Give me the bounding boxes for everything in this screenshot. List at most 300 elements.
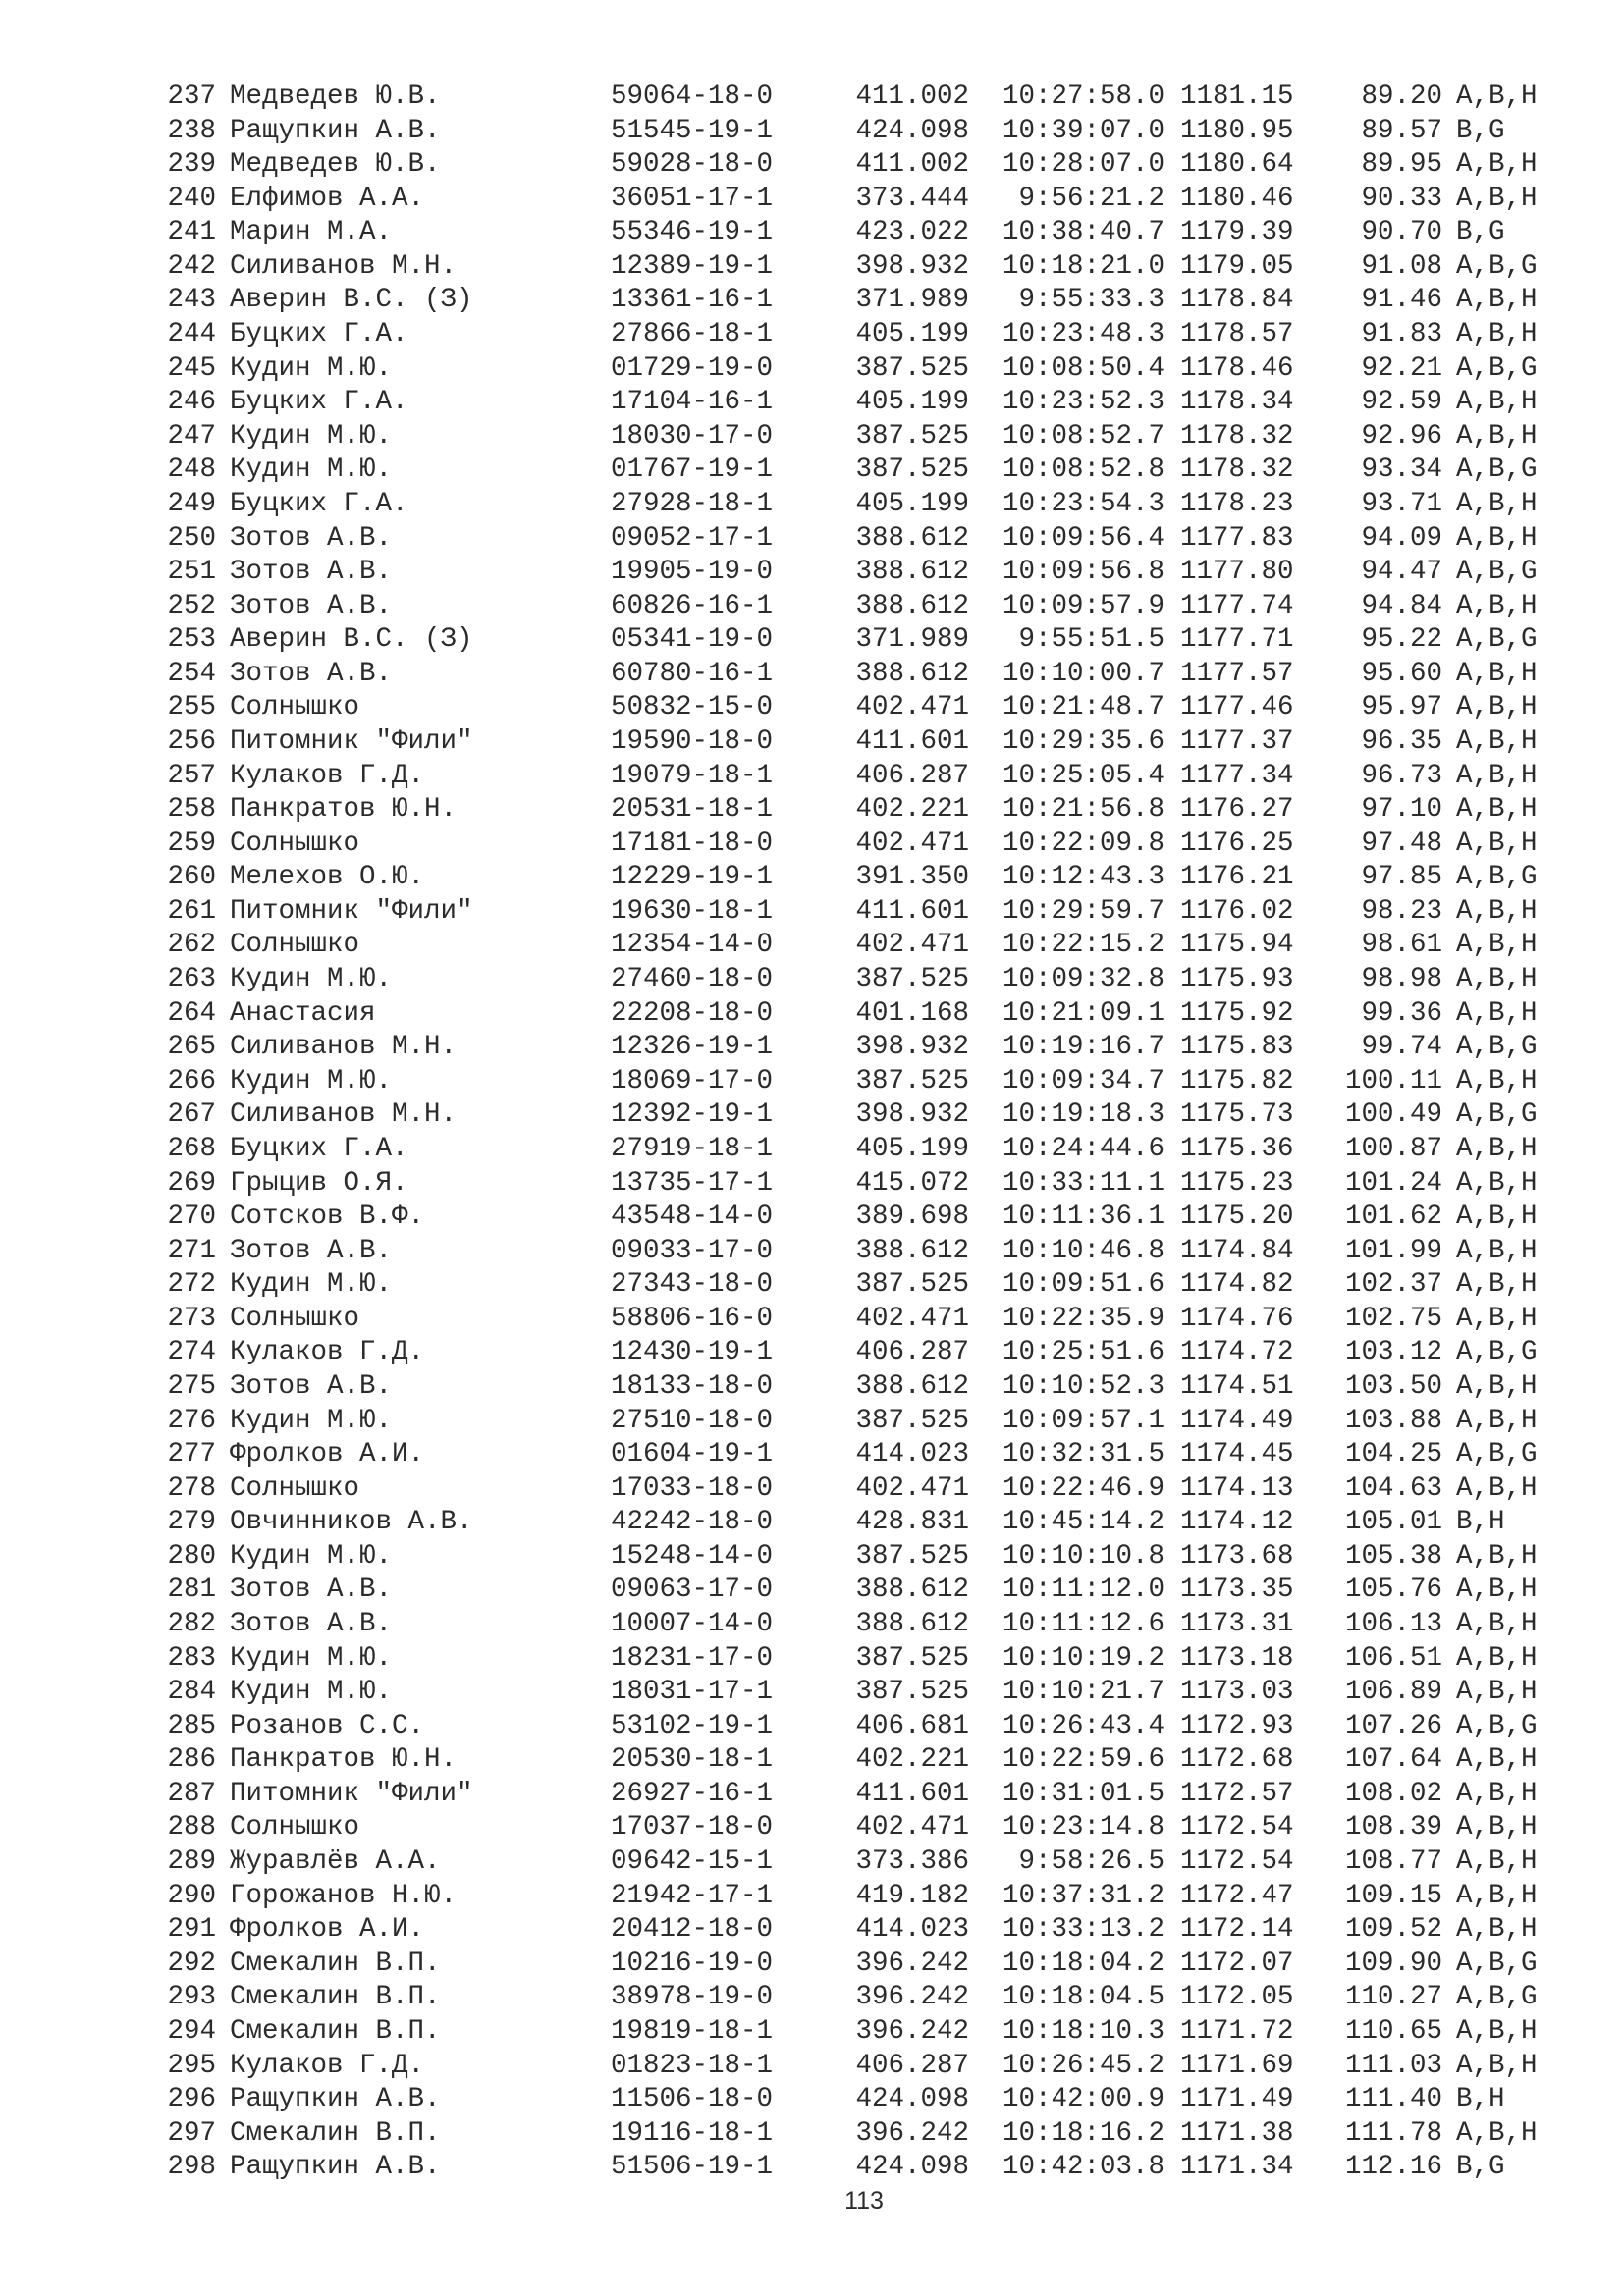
result-row: [157, 250, 1571, 285]
distance: 411.601: [855, 725, 969, 757]
result-row: [157, 420, 1571, 454]
percent: 92.59: [1361, 387, 1442, 418]
speed: 1179.39: [1180, 217, 1294, 248]
distance: 396.242: [855, 1948, 969, 1979]
fancier-name: Ращупкин А.В.: [230, 2152, 441, 2183]
ring-number: 12229-19-1: [611, 862, 774, 893]
speed: 1178.34: [1180, 387, 1294, 418]
percent: 106.13: [1344, 1609, 1442, 1640]
percent: 100.11: [1344, 1065, 1442, 1096]
speed: 1172.93: [1180, 1710, 1294, 1741]
speed: 1175.20: [1180, 1201, 1294, 1233]
percent: 109.90: [1344, 1948, 1442, 1979]
flags: A,B,G: [1456, 454, 1538, 486]
percent: 98.61: [1361, 930, 1442, 961]
arrival-time: 10:09:32.8: [1001, 964, 1164, 995]
speed: 1172.57: [1180, 1778, 1294, 1809]
speed: 1173.31: [1180, 1609, 1294, 1640]
result-number: 266: [167, 1065, 216, 1096]
percent: 104.25: [1344, 1439, 1442, 1470]
fancier-name: Солнышко: [230, 1303, 360, 1334]
flags: A,B,H: [1456, 2015, 1538, 2047]
flags: A,B,H: [1456, 2050, 1538, 2081]
ring-number: 43548-14-0: [611, 1201, 774, 1233]
distance: 387.525: [855, 420, 969, 452]
ring-number: 51545-19-1: [611, 115, 774, 146]
percent: 107.26: [1344, 1710, 1442, 1741]
percent: 96.35: [1361, 725, 1442, 757]
result-number: 292: [167, 1948, 216, 1979]
arrival-time: 10:11:36.1: [1001, 1201, 1164, 1233]
arrival-time: 10:33:11.1: [1001, 1167, 1164, 1199]
result-row: [157, 997, 1571, 1032]
result-row: [157, 1642, 1571, 1677]
distance: 402.471: [855, 930, 969, 961]
distance: 405.199: [855, 1133, 969, 1164]
fancier-name: Мелехов О.Ю.: [230, 862, 425, 893]
speed: 1177.71: [1180, 624, 1294, 656]
percent: 89.95: [1361, 149, 1442, 181]
result-number: 256: [167, 725, 216, 757]
percent: 98.23: [1361, 895, 1442, 927]
flags: A,B,H: [1456, 1812, 1538, 1843]
result-number: 252: [167, 590, 216, 621]
speed: 1174.49: [1180, 1405, 1294, 1436]
result-row: [157, 1981, 1571, 2015]
ring-number: 19079-18-1: [611, 760, 774, 791]
fancier-name: Фролков А.И.: [230, 1439, 425, 1470]
flags: A,B,H: [1456, 828, 1538, 859]
ring-number: 27866-18-1: [611, 319, 774, 350]
speed: 1176.25: [1180, 828, 1294, 859]
distance: 424.098: [855, 2084, 969, 2115]
result-row: [157, 828, 1571, 862]
result-row: [157, 1303, 1571, 1337]
distance: 388.612: [855, 1235, 969, 1266]
distance: 401.168: [855, 997, 969, 1029]
percent: 101.62: [1344, 1201, 1442, 1233]
result-row: [157, 1133, 1571, 1167]
ring-number: 20531-18-1: [611, 794, 774, 826]
speed: 1171.72: [1180, 2015, 1294, 2047]
result-number: 287: [167, 1778, 216, 1809]
fancier-name: Буцких Г.А.: [230, 387, 408, 418]
speed: 1171.38: [1180, 2117, 1294, 2149]
percent: 90.33: [1361, 183, 1442, 214]
flags: A,B,G: [1456, 557, 1538, 588]
speed: 1175.92: [1180, 997, 1294, 1029]
result-row: [157, 658, 1571, 692]
result-number: 276: [167, 1405, 216, 1436]
percent: 106.51: [1344, 1642, 1442, 1674]
percent: 91.83: [1361, 319, 1442, 350]
flags: A,B,H: [1456, 1065, 1538, 1096]
arrival-time: 10:09:57.1: [1001, 1405, 1164, 1436]
percent: 92.21: [1361, 352, 1442, 384]
ring-number: 22208-18-0: [611, 997, 774, 1029]
result-row: [157, 80, 1571, 115]
distance: 396.242: [855, 1982, 969, 2013]
distance: 414.023: [855, 1914, 969, 1946]
ring-number: 09052-17-1: [611, 522, 774, 554]
flags: A,B,G: [1456, 1982, 1538, 2013]
arrival-time: 10:26:43.4: [1001, 1710, 1164, 1741]
speed: 1176.27: [1180, 794, 1294, 826]
flags: A,B,H: [1456, 1642, 1538, 1674]
result-number: 284: [167, 1677, 216, 1708]
fancier-name: Буцких Г.А.: [230, 488, 408, 519]
fancier-name: Солнышко: [230, 930, 360, 961]
arrival-time: 10:23:52.3: [1001, 387, 1164, 418]
flags: A,B,H: [1456, 2117, 1538, 2149]
fancier-name: Смекалин В.П.: [230, 1948, 441, 1979]
fancier-name: Кудин М.Ю.: [230, 1642, 393, 1674]
speed: 1177.46: [1180, 692, 1294, 723]
percent: 91.08: [1361, 250, 1442, 282]
distance: 388.612: [855, 522, 969, 554]
percent: 108.77: [1344, 1846, 1442, 1878]
distance: 388.612: [855, 590, 969, 621]
distance: 406.287: [855, 2050, 969, 2081]
distance: 402.471: [855, 692, 969, 723]
distance: 398.932: [855, 1099, 969, 1131]
ring-number: 18069-17-0: [611, 1065, 774, 1096]
arrival-time: 10:39:07.0: [1001, 115, 1164, 146]
arrival-time: 10:18:10.3: [1001, 2015, 1164, 2047]
result-row: [157, 1811, 1571, 1845]
fancier-name: Ращупкин А.В.: [230, 115, 441, 146]
distance: 414.023: [855, 1439, 969, 1470]
arrival-time: 10:19:18.3: [1001, 1099, 1164, 1131]
arrival-time: 10:25:51.6: [1001, 1337, 1164, 1368]
result-number: 277: [167, 1439, 216, 1470]
speed: 1176.02: [1180, 895, 1294, 927]
distance: 419.182: [855, 1880, 969, 1911]
speed: 1172.07: [1180, 1948, 1294, 1979]
ring-number: 10216-19-0: [611, 1948, 774, 1979]
result-number: 288: [167, 1812, 216, 1843]
arrival-time: 10:26:45.2: [1001, 2050, 1164, 2081]
result-row: [157, 2050, 1571, 2084]
result-row: [157, 1845, 1571, 1880]
result-number: 251: [167, 557, 216, 588]
arrival-time: 10:33:13.2: [1001, 1914, 1164, 1946]
result-number: 258: [167, 794, 216, 826]
fancier-name: Журавлёв А.А.: [230, 1846, 441, 1878]
ring-number: 17037-18-0: [611, 1812, 774, 1843]
arrival-time: 10:18:16.2: [1001, 2117, 1164, 2149]
fancier-name: Кудин М.Ю.: [230, 1269, 393, 1301]
ring-number: 17104-16-1: [611, 387, 774, 418]
result-number: 264: [167, 997, 216, 1029]
arrival-time: 10:08:52.7: [1001, 420, 1164, 452]
flags: A,B,H: [1456, 1472, 1538, 1504]
ring-number: 21942-17-1: [611, 1880, 774, 1911]
result-number: 250: [167, 522, 216, 554]
arrival-time: 10:11:12.0: [1001, 1575, 1164, 1606]
fancier-name: Елфимов А.А.: [230, 183, 425, 214]
ring-number: 19630-18-1: [611, 895, 774, 927]
speed: 1177.80: [1180, 557, 1294, 588]
fancier-name: Зотов А.В.: [230, 1575, 393, 1606]
result-number: 242: [167, 250, 216, 282]
ring-number: 27919-18-1: [611, 1133, 774, 1164]
fancier-name: Панкратов Ю.Н.: [230, 794, 458, 826]
flags: A,B,H: [1456, 1303, 1538, 1334]
percent: 96.73: [1361, 760, 1442, 791]
flags: A,B,H: [1456, 930, 1538, 961]
fancier-name: Питомник "Фили": [230, 725, 473, 757]
speed: 1171.49: [1180, 2084, 1294, 2115]
flags: A,B,H: [1456, 1235, 1538, 1266]
percent: 94.84: [1361, 590, 1442, 621]
fancier-name: Буцких Г.А.: [230, 319, 408, 350]
fancier-name: Буцких Г.А.: [230, 1133, 408, 1164]
result-number: 265: [167, 1032, 216, 1063]
result-row: [157, 1235, 1571, 1269]
speed: 1177.34: [1180, 760, 1294, 791]
distance: 373.386: [855, 1846, 969, 1878]
distance: 398.932: [855, 250, 969, 282]
arrival-time: 10:09:57.9: [1001, 590, 1164, 621]
arrival-time: 10:21:56.8: [1001, 794, 1164, 826]
result-row: [157, 284, 1571, 318]
arrival-time: 10:37:31.2: [1001, 1880, 1164, 1911]
speed: 1172.47: [1180, 1880, 1294, 1911]
fancier-name: Панкратов Ю.Н.: [230, 1744, 458, 1776]
result-number: 271: [167, 1235, 216, 1266]
arrival-time: 10:25:05.4: [1001, 760, 1164, 791]
distance: 387.525: [855, 964, 969, 995]
flags: A,B,H: [1456, 1201, 1538, 1233]
result-number: 295: [167, 2050, 216, 2081]
fancier-name: Кудин М.Ю.: [230, 964, 393, 995]
speed: 1172.68: [1180, 1744, 1294, 1776]
distance: 402.221: [855, 1744, 969, 1776]
flags: A,B,H: [1456, 1609, 1538, 1640]
speed: 1175.94: [1180, 930, 1294, 961]
result-row: [157, 1065, 1571, 1099]
percent: 103.50: [1344, 1370, 1442, 1402]
flags: B,G: [1456, 217, 1505, 248]
result-number: 296: [167, 2084, 216, 2115]
fancier-name: Смекалин В.П.: [230, 2015, 441, 2047]
result-row: [157, 895, 1571, 930]
flags: A,B,H: [1456, 658, 1538, 689]
result-row: [157, 318, 1571, 352]
page-number: 113: [844, 2187, 884, 2215]
arrival-time: 10:08:50.4: [1001, 352, 1164, 384]
flags: A,B,H: [1456, 1405, 1538, 1436]
percent: 112.16: [1344, 2152, 1442, 2183]
speed: 1180.46: [1180, 183, 1294, 214]
fancier-name: Ращупкин А.В.: [230, 2084, 441, 2115]
fancier-name: Кулаков Г.Д.: [230, 760, 425, 791]
arrival-time: 10:45:14.2: [1001, 1507, 1164, 1538]
distance: 405.199: [855, 319, 969, 350]
ring-number: 12326-19-1: [611, 1032, 774, 1063]
flags: A,B,H: [1456, 895, 1538, 927]
speed: 1178.32: [1180, 420, 1294, 452]
fancier-name: Анастасия: [230, 997, 376, 1029]
result-row: [157, 488, 1571, 522]
percent: 97.48: [1361, 828, 1442, 859]
flags: A,B,G: [1456, 352, 1538, 384]
result-number: 291: [167, 1914, 216, 1946]
result-row: [157, 183, 1571, 217]
speed: 1175.82: [1180, 1065, 1294, 1096]
arrival-time: 10:29:35.6: [1001, 725, 1164, 757]
flags: A,B,H: [1456, 1778, 1538, 1809]
ring-number: 01729-19-0: [611, 352, 774, 384]
percent: 97.85: [1361, 862, 1442, 893]
distance: 405.199: [855, 488, 969, 519]
flags: A,B,H: [1456, 1677, 1538, 1708]
result-number: 248: [167, 454, 216, 486]
distance: 391.350: [855, 862, 969, 893]
distance: 402.471: [855, 1812, 969, 1843]
distance: 389.698: [855, 1201, 969, 1233]
distance: 411.601: [855, 895, 969, 927]
fancier-name: Солнышко: [230, 828, 360, 859]
result-row: [157, 725, 1571, 760]
arrival-time: 10:22:35.9: [1001, 1303, 1164, 1334]
arrival-time: 10:09:56.8: [1001, 557, 1164, 588]
ring-number: 42242-18-0: [611, 1507, 774, 1538]
flags: A,B,H: [1456, 183, 1538, 214]
result-number: 244: [167, 319, 216, 350]
percent: 93.71: [1361, 488, 1442, 519]
arrival-time: 10:09:56.4: [1001, 522, 1164, 554]
speed: 1173.68: [1180, 1540, 1294, 1572]
arrival-time: 10:11:12.6: [1001, 1609, 1164, 1640]
flags: A,B,H: [1456, 1846, 1538, 1878]
fancier-name: Солнышко: [230, 692, 360, 723]
ring-number: 19819-18-1: [611, 2015, 774, 2047]
percent: 100.87: [1344, 1133, 1442, 1164]
result-number: 282: [167, 1609, 216, 1640]
fancier-name: Аверин В.С. (З): [230, 285, 473, 316]
result-row: [157, 216, 1571, 250]
result-number: 285: [167, 1710, 216, 1741]
arrival-time: 10:21:09.1: [1001, 997, 1164, 1029]
fancier-name: Зотов А.В.: [230, 522, 393, 554]
distance: 402.471: [855, 828, 969, 859]
flags: A,B,H: [1456, 1540, 1538, 1572]
flags: A,B,H: [1456, 1370, 1538, 1402]
arrival-time: 10:22:15.2: [1001, 930, 1164, 961]
result-number: 293: [167, 1982, 216, 2013]
fancier-name: Кудин М.Ю.: [230, 352, 393, 384]
fancier-name: Аверин В.С. (З): [230, 624, 473, 656]
percent: 102.75: [1344, 1303, 1442, 1334]
result-row: [157, 522, 1571, 557]
distance: 388.612: [855, 658, 969, 689]
result-number: 254: [167, 658, 216, 689]
arrival-time: 10:22:59.6: [1001, 1744, 1164, 1776]
distance: 424.098: [855, 115, 969, 146]
arrival-time: 10:27:58.0: [1001, 81, 1164, 112]
speed: 1178.23: [1180, 488, 1294, 519]
result-number: 238: [167, 115, 216, 146]
speed: 1178.32: [1180, 454, 1294, 486]
result-number: 257: [167, 760, 216, 791]
ring-number: 13735-17-1: [611, 1167, 774, 1199]
ring-number: 13361-16-1: [611, 285, 774, 316]
ring-number: 59064-18-0: [611, 81, 774, 112]
percent: 108.02: [1344, 1778, 1442, 1809]
ring-number: 09063-17-0: [611, 1575, 774, 1606]
percent: 95.97: [1361, 692, 1442, 723]
speed: 1174.82: [1180, 1269, 1294, 1301]
ring-number: 01767-19-1: [611, 454, 774, 486]
percent: 97.10: [1361, 794, 1442, 826]
speed: 1177.37: [1180, 725, 1294, 757]
ring-number: 05341-19-0: [611, 624, 774, 656]
percent: 106.89: [1344, 1677, 1442, 1708]
result-number: 243: [167, 285, 216, 316]
speed: 1178.57: [1180, 319, 1294, 350]
arrival-time: 9:58:26.5: [1018, 1846, 1164, 1878]
flags: B,H: [1456, 1507, 1505, 1538]
ring-number: 27460-18-0: [611, 964, 774, 995]
percent: 91.46: [1361, 285, 1442, 316]
flags: A,B,H: [1456, 149, 1538, 181]
flags: A,B,H: [1456, 488, 1538, 519]
result-row: [157, 793, 1571, 828]
fancier-name: Кудин М.Ю.: [230, 1540, 393, 1572]
result-row: [157, 1438, 1571, 1472]
arrival-time: 10:31:01.5: [1001, 1778, 1164, 1809]
result-number: 294: [167, 2015, 216, 2047]
arrival-time: 10:18:04.2: [1001, 1948, 1164, 1979]
speed: 1174.13: [1180, 1472, 1294, 1504]
ring-number: 17033-18-0: [611, 1472, 774, 1504]
percent: 104.63: [1344, 1472, 1442, 1504]
result-row: [157, 929, 1571, 963]
speed: 1179.05: [1180, 250, 1294, 282]
flags: A,B,H: [1456, 964, 1538, 995]
fancier-name: Зотов А.В.: [230, 1235, 393, 1266]
result-number: 275: [167, 1370, 216, 1402]
ring-number: 18030-17-0: [611, 420, 774, 452]
ring-number: 60780-16-1: [611, 658, 774, 689]
percent: 111.40: [1344, 2084, 1442, 2115]
flags: A,B,H: [1456, 794, 1538, 826]
speed: 1180.64: [1180, 149, 1294, 181]
arrival-time: 10:08:52.8: [1001, 454, 1164, 486]
distance: 415.072: [855, 1167, 969, 1199]
arrival-time: 10:10:19.2: [1001, 1642, 1164, 1674]
distance: 388.612: [855, 557, 969, 588]
percent: 90.70: [1361, 217, 1442, 248]
ring-number: 01604-19-1: [611, 1439, 774, 1470]
arrival-time: 10:23:14.8: [1001, 1812, 1164, 1843]
flags: A,B,H: [1456, 725, 1538, 757]
result-number: 259: [167, 828, 216, 859]
arrival-time: 10:32:31.5: [1001, 1439, 1164, 1470]
result-number: 279: [167, 1507, 216, 1538]
result-row: [157, 115, 1571, 149]
speed: 1174.84: [1180, 1235, 1294, 1266]
flags: A,B,H: [1456, 692, 1538, 723]
flags: A,B,H: [1456, 285, 1538, 316]
result-row: [157, 1370, 1571, 1405]
result-row: [157, 1574, 1571, 1608]
speed: 1180.95: [1180, 115, 1294, 146]
percent: 107.64: [1344, 1744, 1442, 1776]
distance: 388.612: [855, 1609, 969, 1640]
